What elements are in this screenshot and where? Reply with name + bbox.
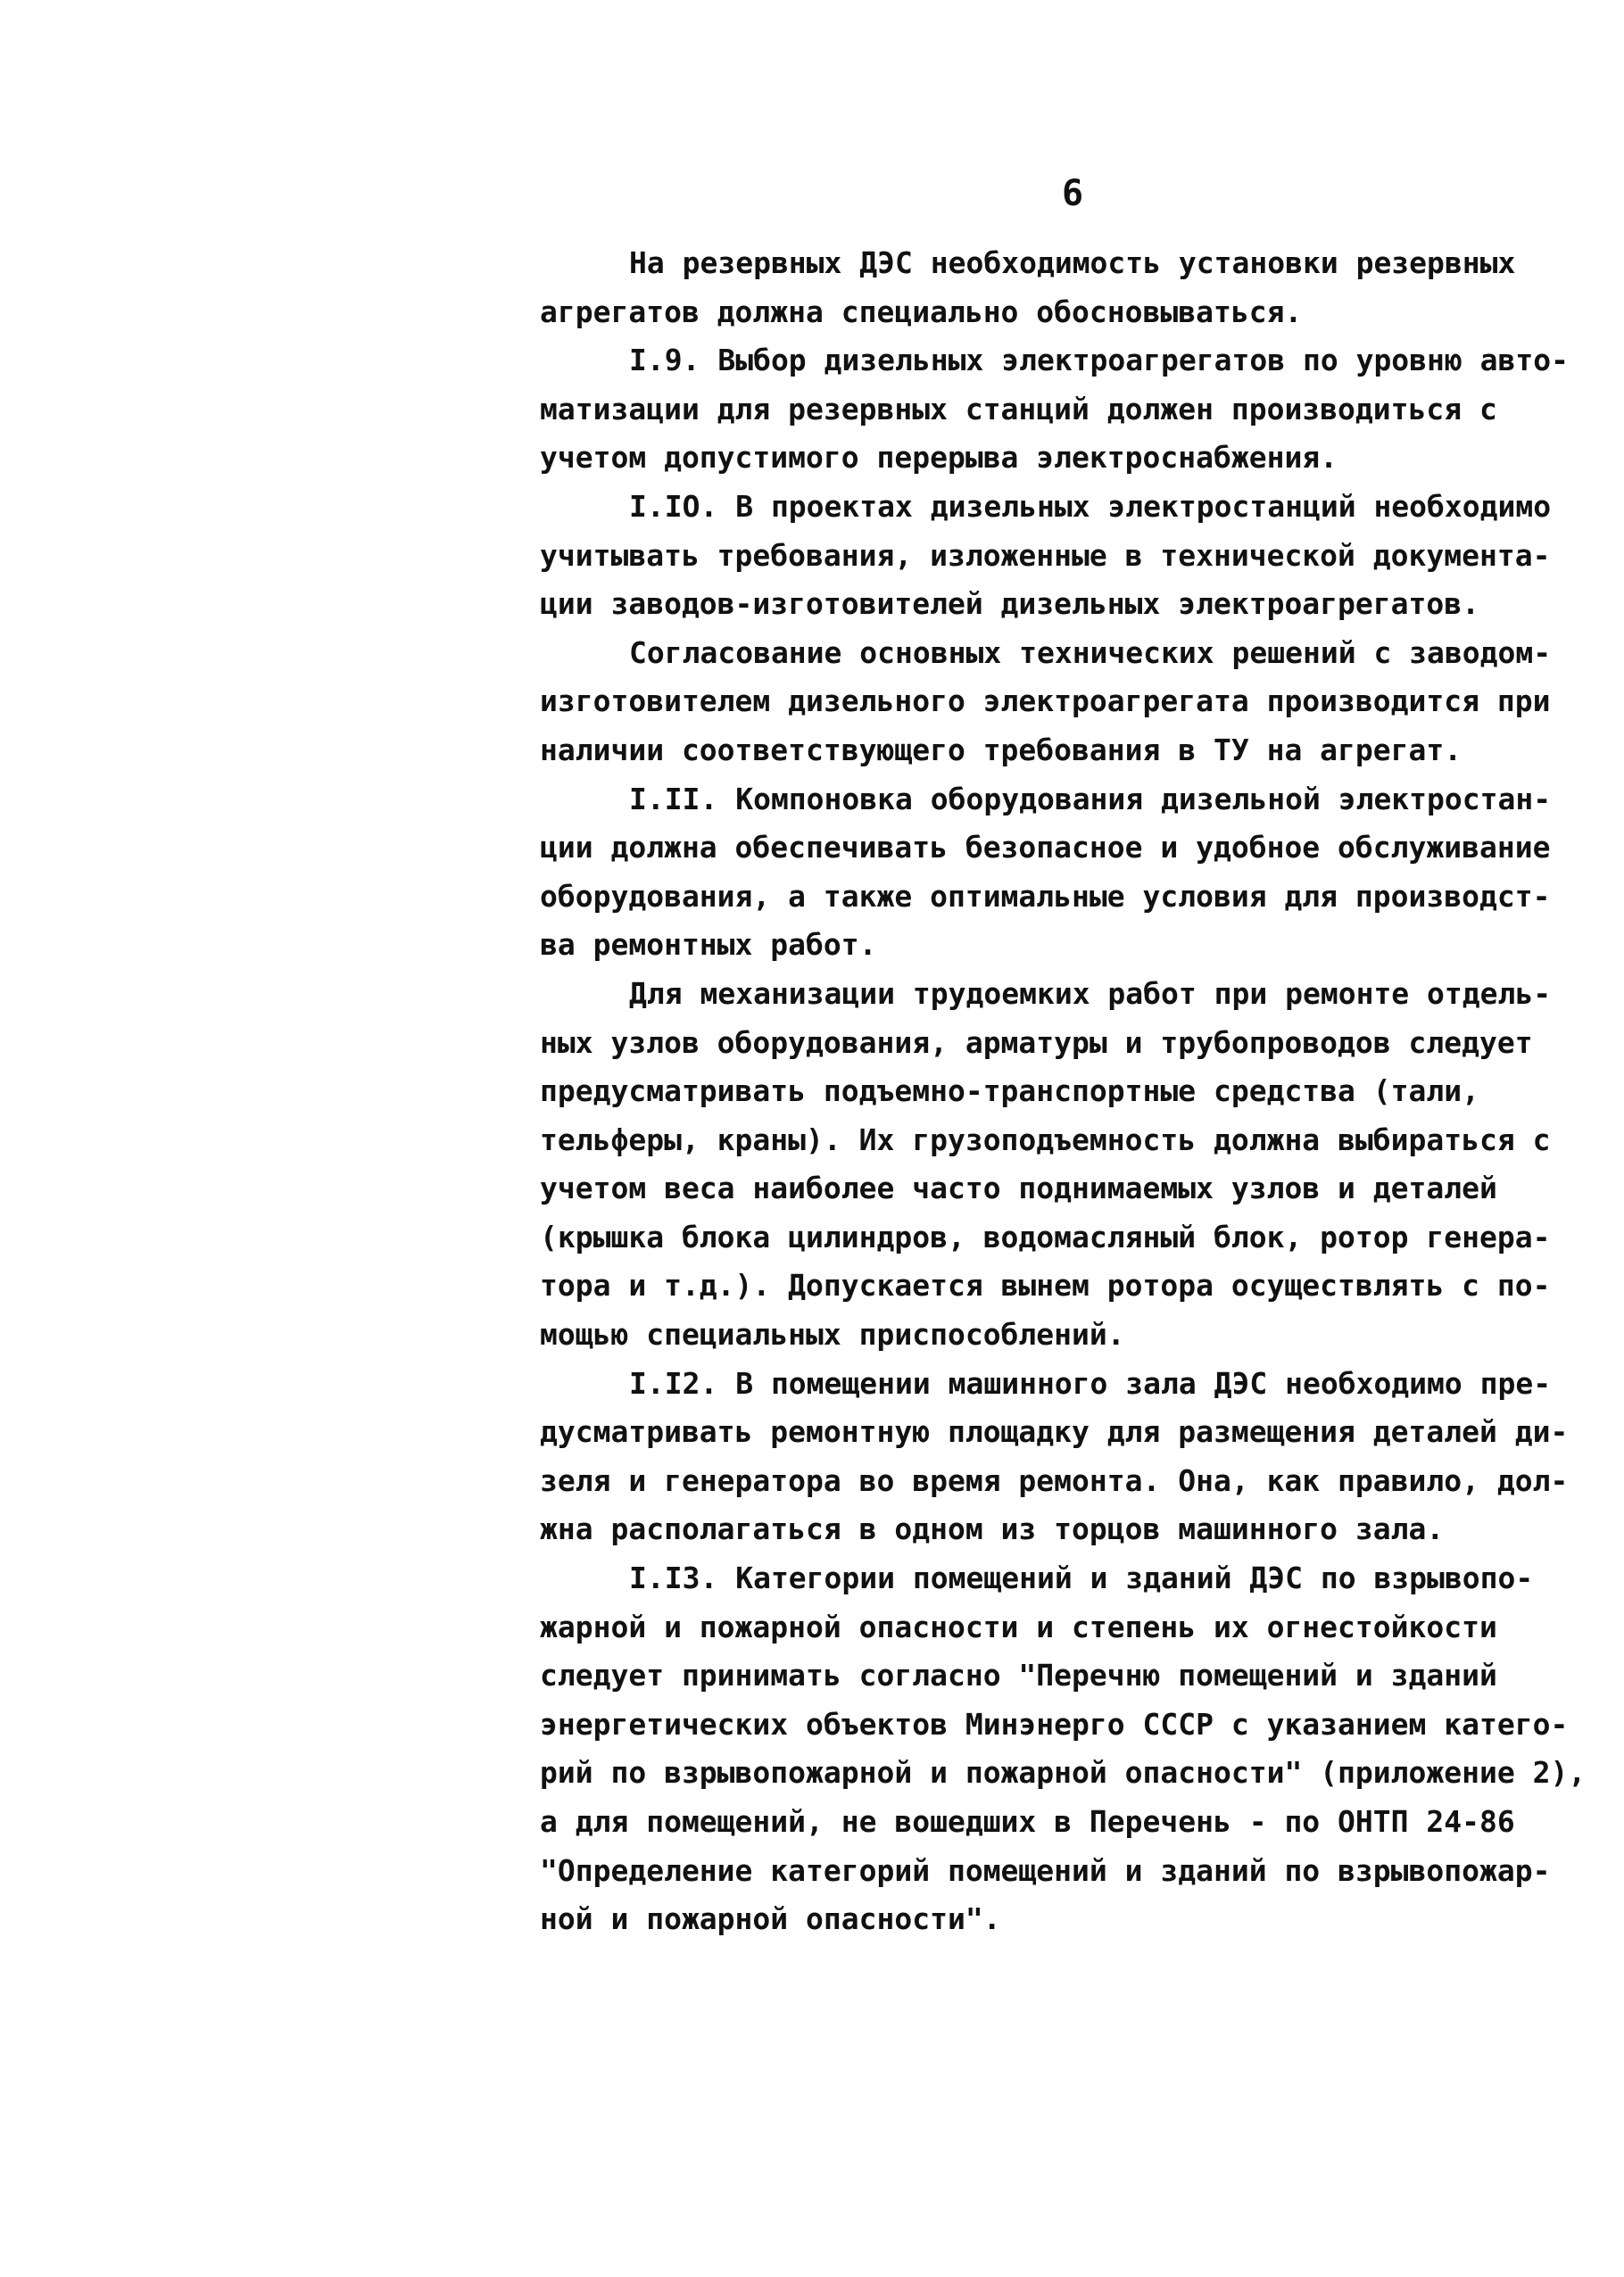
text-line: учитывать требования, изложенные в технической документа- xyxy=(540,537,1551,573)
text-line: учетом допустимого перерыва электроснабжения. xyxy=(540,440,1338,476)
text-line: агрегатов должна специально обосновываться. xyxy=(540,294,1303,329)
text-line: "Определение категорий помещений и зданий по взрывопожар- xyxy=(540,1852,1551,1888)
text-line: зеля и генератора во время ремонта. Она, как правило, дол- xyxy=(540,1462,1569,1498)
text-line: ции заводов-изготовителей дизельных электроагрегатов. xyxy=(540,586,1479,622)
text-line: ной и пожарной опасности". xyxy=(540,1901,1001,1937)
text-line: мощью специальных приспособлений. xyxy=(540,1317,1125,1353)
page-number: 6 xyxy=(1062,173,1084,214)
text-line: матизации для резервных станций должен производиться с xyxy=(540,391,1497,426)
text-line: предусматривать подъемно-транспортные средства (тали, xyxy=(540,1073,1479,1109)
document-body xyxy=(540,239,1611,1944)
text-line: тельферы, краны). Их грузоподъемность должна выбираться с xyxy=(540,1122,1551,1157)
text-line: а для помещений, не вошедших в Перечень - по ОНТП 24-86 xyxy=(540,1804,1515,1839)
text-line: ва ремонтных работ. xyxy=(540,927,877,963)
text-line: оборудования, а также оптимальные условия для производст- xyxy=(540,878,1551,914)
text-line: тора и т.д.). Допускается вынем ротора осуществлять с по- xyxy=(540,1268,1551,1304)
text-line: I.II. Компоновка оборудования дизельной электростан- xyxy=(629,781,1552,816)
text-line: энергетических объектов Минэнерго СССР с указанием катего- xyxy=(540,1706,1569,1742)
text-line: На резервных ДЭС необходимость установки резервных xyxy=(629,245,1516,280)
text-line: I.IO. В проектах дизельных электростанций необходимо xyxy=(629,488,1552,524)
text-line: дусматривать ремонтную площадку для размещения деталей ди- xyxy=(540,1414,1569,1450)
text-line: наличии соответствующего требования в ТУ на агрегат. xyxy=(540,732,1462,767)
text-line: следует принимать согласно "Перечню помещений и зданий xyxy=(540,1658,1497,1693)
text-line: Для механизации трудоемких работ при ремонте отдель- xyxy=(629,975,1552,1011)
text-line: ции должна обеспечивать безопасное и удобное обслуживание xyxy=(540,830,1551,865)
text-line: ных узлов оборудования, арматуры и трубопроводов следует xyxy=(540,1024,1533,1060)
text-line: I.9. Выбор дизельных электроагрегатов по уровню авто- xyxy=(629,343,1569,378)
text-line: рий по взрывопожарной и пожарной опасности" (приложение 2), xyxy=(540,1755,1587,1791)
text-line: I.I2. В помещении машинного зала ДЭС необходимо пре- xyxy=(629,1365,1552,1401)
text-line: жна располагаться в одном из торцов машинного зала. xyxy=(540,1511,1445,1547)
text-line: (крышка блока цилиндров, водомасляный блок, ротор генера- xyxy=(540,1219,1551,1254)
text-line: Согласование основных технических решений с заводом- xyxy=(629,634,1552,670)
text-line: I.I3. Категории помещений и зданий ДЭС по взрывопо- xyxy=(629,1561,1534,1596)
text-line: жарной и пожарной опасности и степень их огнестойкости xyxy=(540,1609,1497,1644)
text-line: учетом веса наиболее часто поднимаемых узлов и деталей xyxy=(540,1171,1497,1206)
text-line: изготовителем дизельного электроагрегата производится при xyxy=(540,683,1551,719)
